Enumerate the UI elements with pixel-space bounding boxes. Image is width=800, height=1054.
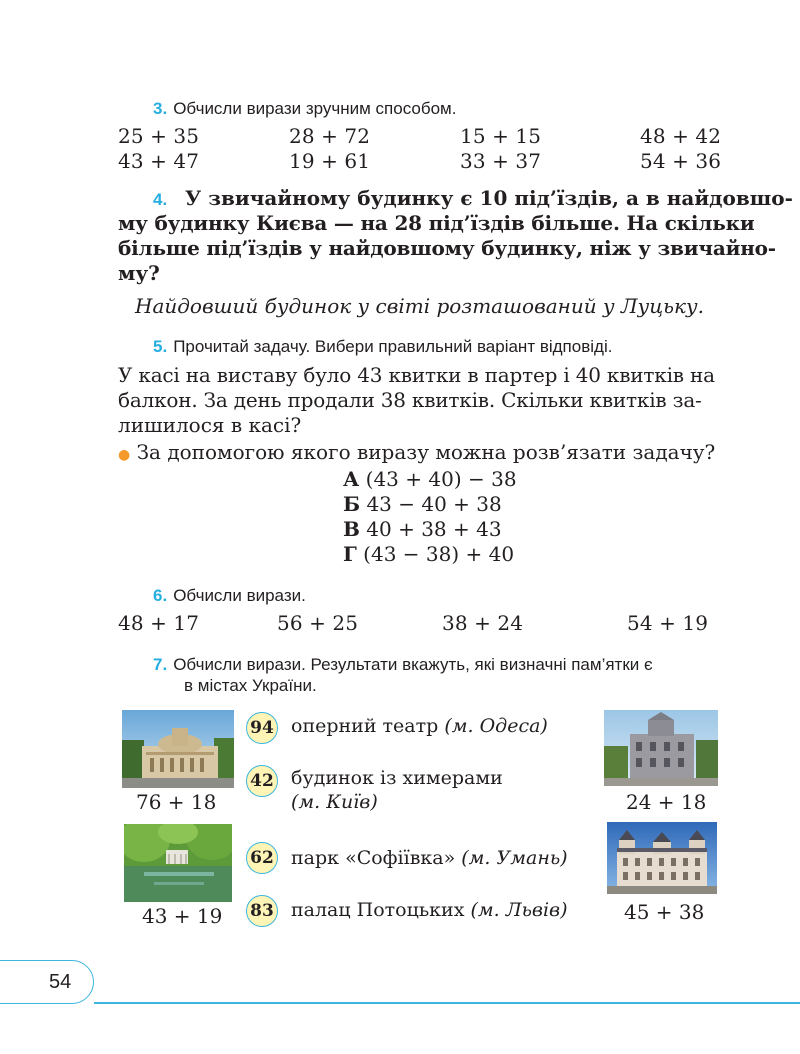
expression: 28 + 72: [289, 124, 371, 148]
task-5-line: балкон. За день продали 38 квитків. Скільки квитків за-: [118, 388, 702, 412]
page-number: 54: [0, 960, 94, 1004]
potocki-palace-photo: [607, 822, 717, 894]
answer-option-v[interactable]: В 40 + 38 + 43: [343, 517, 502, 541]
task-instruction: Обчисли вирази.: [173, 586, 306, 605]
task-4-number: 4.: [153, 190, 168, 209]
expression: 56 + 25: [277, 611, 359, 635]
answer-option-a[interactable]: А (43 + 40) − 38: [343, 467, 517, 491]
expression-caption: 43 + 19: [142, 904, 223, 928]
expression: 54 + 19: [627, 611, 709, 635]
expression: 33 + 37: [460, 149, 542, 173]
answer-option-h[interactable]: Г (43 − 38) + 40: [343, 542, 515, 566]
task-number: 6.: [153, 586, 168, 605]
task-4-line: У звичайному будинку є 10 під’їздів, а в найдовшо-: [185, 186, 793, 210]
expression-caption: 76 + 18: [136, 790, 217, 814]
odesa-opera-photo: [122, 710, 234, 788]
task-number: 5.: [153, 337, 168, 356]
footer-divider: [94, 1002, 800, 1004]
task-6-heading: [153, 586, 306, 606]
kyiv-chimeras-house-photo: [604, 710, 718, 786]
expression: 48 + 17: [118, 611, 200, 635]
result-badge: 83: [246, 895, 278, 927]
task-4-line: му?: [118, 261, 160, 285]
task-5-question: ● За допомогою якого виразу можна розв’язати задачу?: [118, 440, 716, 464]
task-7-heading: 7. Обчисли вирази. Результати вкажуть, які визначні пам’ятки є в містах України.: [153, 655, 653, 695]
task-number: 7.: [153, 655, 168, 674]
task-4-line: більше під’їздів у найдовшому будинку, ніж у звичайно-: [118, 236, 776, 260]
expression: 15 + 15: [460, 124, 542, 148]
result-badge: 62: [246, 842, 278, 874]
landmark-name: палац Потоцьких (м. Львів): [291, 899, 568, 921]
task-3-heading: [153, 99, 456, 119]
task-4-line: му будинку Києва — на 28 під’їздів більше. На скільки: [118, 211, 755, 235]
expression: 38 + 24: [442, 611, 524, 635]
fact-note: Найдовший будинок у світі розташований у Луцьку.: [135, 294, 704, 318]
task-number: 3.: [153, 99, 168, 118]
answer-option-b[interactable]: Б 43 − 40 + 38: [343, 492, 502, 516]
landmark-name: парк «Софіївка» (м. Умань): [291, 847, 568, 869]
sofiyivka-park-photo: [124, 824, 232, 902]
task-instruction: Обчисли вирази зручним способом.: [173, 99, 457, 118]
result-badge: 42: [246, 765, 278, 797]
landmark-name: оперний театр (м. Одеса): [291, 715, 548, 737]
landmark-name: будинок із химерами (м. Київ): [291, 767, 503, 813]
task-5-heading: [153, 337, 612, 357]
expression-caption: 45 + 38: [624, 900, 705, 924]
task-instruction: Прочитай задачу. Вибери правильний варіант відповіді.: [173, 337, 613, 356]
expression: 19 + 61: [289, 149, 371, 173]
task-5-line: У касі на виставу було 43 квитки в партер і 40 квитків на: [118, 363, 715, 387]
expression: 54 + 36: [640, 149, 722, 173]
expression-caption: 24 + 18: [626, 790, 707, 814]
task-5-line: лишилося в касі?: [118, 413, 302, 437]
expression: 25 + 35: [118, 124, 200, 148]
expression: 43 + 47: [118, 149, 200, 173]
expression: 48 + 42: [640, 124, 722, 148]
result-badge: 94: [246, 712, 278, 744]
bullet-icon: ●: [118, 447, 131, 463]
